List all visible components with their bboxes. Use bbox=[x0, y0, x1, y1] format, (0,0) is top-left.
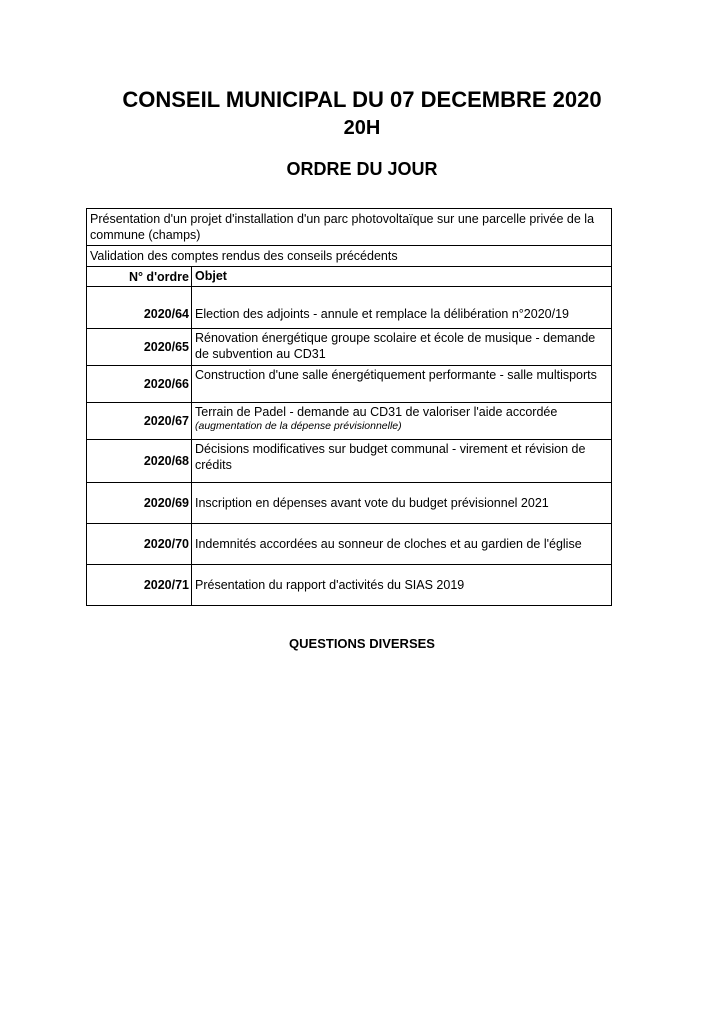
agenda-heading: ORDRE DU JOUR bbox=[286, 159, 438, 179]
column-header-number: N° d'ordre bbox=[87, 267, 192, 287]
intro-item: Validation des comptes rendus des conseils précédents bbox=[87, 246, 612, 267]
agenda-subject-cell bbox=[192, 403, 612, 440]
agenda-number: 2020/67 bbox=[87, 403, 192, 440]
agenda-table bbox=[86, 208, 612, 606]
agenda-number: 2020/64 bbox=[87, 287, 192, 329]
meeting-time: 20H bbox=[343, 117, 381, 139]
table-row bbox=[87, 246, 612, 267]
table-row bbox=[87, 440, 612, 483]
agenda-subject-note: (augmentation de la dépense prévisionnelle) bbox=[195, 420, 402, 432]
table-row bbox=[87, 209, 612, 246]
agenda-number: 2020/65 bbox=[87, 329, 192, 366]
agenda-subject: Indemnités accordées au sonneur de cloches et au gardien de l'église bbox=[192, 524, 612, 565]
agenda-subject: Election des adjoints - annule et remplace la délibération n°2020/19 bbox=[192, 287, 612, 329]
table-row bbox=[87, 403, 612, 440]
agenda-subject: Terrain de Padel - demande au CD31 de valoriser l'aide accordée bbox=[195, 405, 558, 419]
questions-diverses: QUESTIONS DIVERSES bbox=[289, 636, 435, 651]
agenda-number: 2020/68 bbox=[87, 440, 192, 483]
agenda-subject: Décisions modificatives sur budget communal - virement et révision de crédits bbox=[192, 440, 612, 483]
agenda-subject: Présentation du rapport d'activités du SIAS 2019 bbox=[192, 565, 612, 606]
column-header-subject: Objet bbox=[192, 267, 612, 287]
table-row bbox=[87, 483, 612, 524]
agenda-subject: Inscription en dépenses avant vote du budget prévisionnel 2021 bbox=[192, 483, 612, 524]
table-row bbox=[87, 524, 612, 565]
table-row bbox=[87, 329, 612, 366]
agenda-number: 2020/71 bbox=[87, 565, 192, 606]
page-title: CONSEIL MUNICIPAL DU 07 DECEMBRE 2020 bbox=[122, 87, 602, 112]
agenda-subject: Rénovation énergétique groupe scolaire et école de musique - demande de subvention au CD31 bbox=[192, 329, 612, 366]
agenda-number: 2020/69 bbox=[87, 483, 192, 524]
agenda-number: 2020/70 bbox=[87, 524, 192, 565]
agenda-subject: Construction d'une salle énergétiquement performante - salle multisports bbox=[192, 366, 612, 403]
intro-item: Présentation d'un projet d'installation d'un parc photovoltaïque sur une parcelle privée de la commune (champs) bbox=[87, 209, 612, 246]
table-header-row bbox=[87, 267, 612, 287]
table-row bbox=[87, 287, 612, 329]
agenda-number: 2020/66 bbox=[87, 366, 192, 403]
table-row bbox=[87, 366, 612, 403]
table-row bbox=[87, 565, 612, 606]
